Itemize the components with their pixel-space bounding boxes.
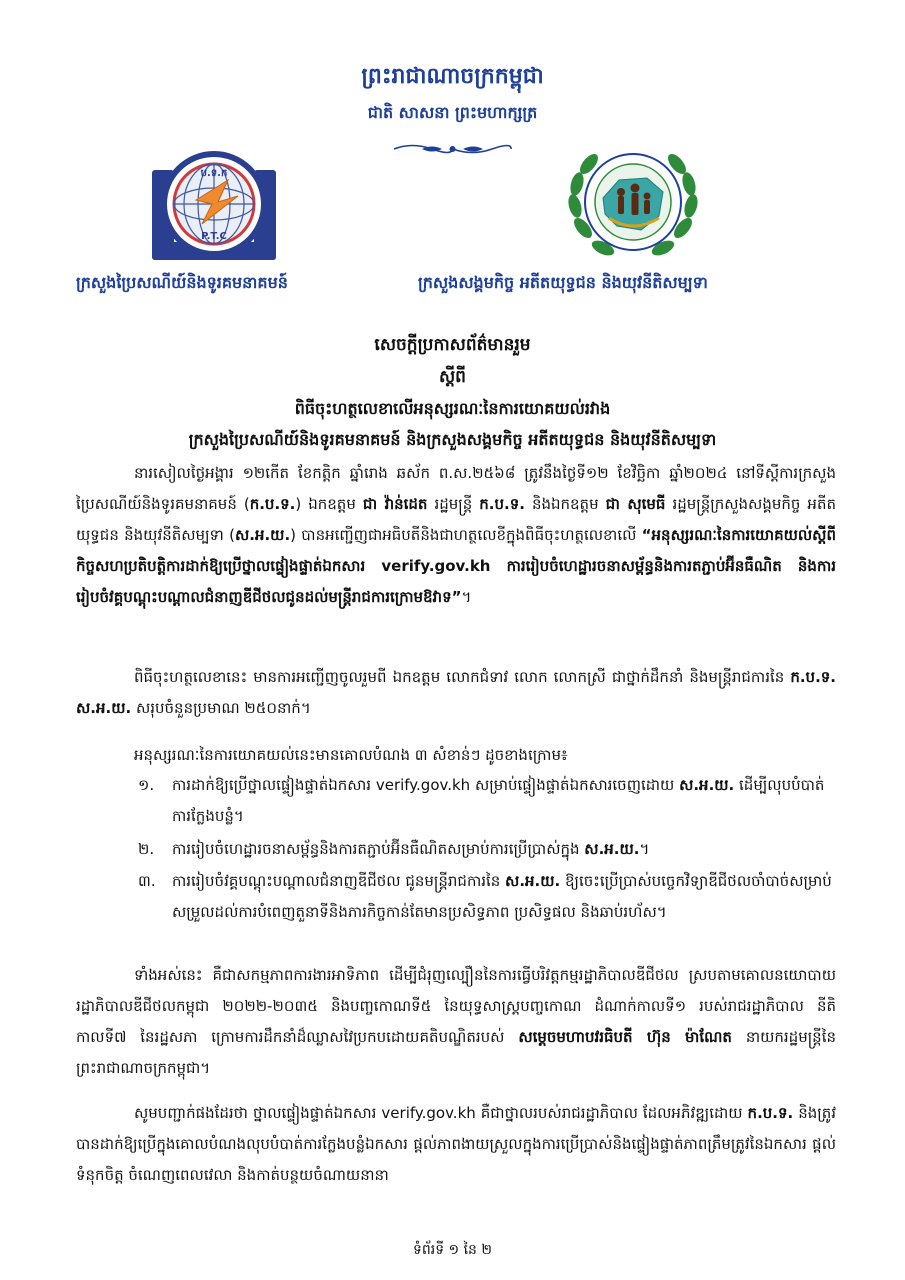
p2-bold-2: ស.អ.យ.: [76, 699, 132, 717]
p1-text-a: នារសៀលថ្ងៃអង្គារ ១២កើត ខែកត្តិក ឆ្នាំរោង ឆស័ក ព.ស.២៥៦៨ ត្រូវនឹងថ្ងៃទី១២ ខែវិច្ឆិកា ឆ្នាំ២០២៤ នៅទីស្តីការក្រសួងប្រៃសណីយ៍និងទូរគមនាគមន៍ (: [76, 464, 836, 513]
ptc-ministry-logo-icon: [150, 150, 278, 264]
p1-text-f: រដ្ឋមន្ត្រីក្រសួងសង្គមកិច្ច អតីតយុទ្ធជន និងយុវនីតិសម្បទា (: [76, 495, 836, 544]
paragraph-3: អនុស្សរណៈនៃការយោគយល់នេះមានគោលបំណង ៣ សំខាន់ៗ ដូចខាងក្រោម៖: [134, 746, 568, 764]
p4-bold: សម្តេចមហាបវរធិបតី ហ៊ុន ម៉ាណែត: [518, 1028, 732, 1046]
national-motto: ជាតិ សាសនា ព្រះមហាក្សត្រ: [367, 103, 538, 122]
p1-bold-3: ក.ប.ទ.: [479, 495, 525, 513]
item3-bold: ស.អ.យ.: [505, 872, 561, 890]
list-item-text: [172, 866, 838, 928]
title-line-2: ស្តីពី: [439, 367, 466, 387]
p5-text-c: និងត្រូវបានដាក់ឱ្យប្រើក្នុងគោលបំណងលុបបំបាត់ការក្លែងបន្លំឯកសារ ផ្តល់ភាពងាយស្រួលក្នុងការប្រើប្រាស់និងផ្ទៀងផ្ទាត់ភាពត្រឹមត្រូវនៃឯកសារ ផ្តល់ទំនុកចិត្ត ចំណេញពេលវេលា និងកាត់បន្ថយចំណាយនានា: [76, 1104, 837, 1184]
list-item-number: ១.: [138, 776, 155, 794]
title-line-1: សេចក្តីប្រកាសព័ត៌មានរួម: [374, 335, 531, 355]
p1-bold-6: “អនុស្សរណៈនៃការយោគយល់ស្តីពីកិច្ចសហប្រតិបត្តិការដាក់ឱ្យប្រើថ្នាលផ្ទៀងផ្ទាត់ឯកសារ verify.gov.kh ការរៀបចំហេដ្ឋារចនាសម្ព័ន្ធនិងការតភ្ជាប់អ៊ីនធឺណិត និងការរៀបចំវគ្គបណ្តុះបណ្តាលជំនាញឌីជីថលជូនដល់មន្ត្រីរាជការក្រោមឱវាទ”: [76, 526, 836, 606]
kingdom-heading: ព្រះរាជាណាចក្រកម្ពុជា: [361, 64, 544, 89]
item1-bold: ស.អ.យ.: [679, 776, 735, 794]
ornament-divider-icon: [392, 142, 513, 156]
paragraph-2: [76, 662, 836, 724]
p1-bold-1: ក.ប.ទ.: [249, 495, 296, 513]
ministry-left-name: ក្រសួងប្រៃសណីយ៍និងទូរគមនាគមន៍: [76, 273, 288, 292]
paragraph-4: [76, 960, 836, 1084]
p1-text-c: ) ឯកឧត្តម: [295, 495, 363, 513]
item1-text-c: ដើម្បីលុបបំបាត់ការក្លែងបន្លំ។: [172, 776, 825, 825]
list-item: [138, 834, 838, 865]
p4-text-c: នាយករដ្ឋមន្ត្រីនៃព្រះរាជាណាចក្រកម្ពុជា។: [76, 1028, 836, 1077]
item2-bold: ស.អ.យ.: [584, 840, 640, 858]
paragraph-5: [76, 1098, 836, 1191]
p1-text-e: និងឯកឧត្តម: [524, 495, 606, 513]
p1-text-h: ។: [461, 588, 472, 606]
list-item-text: [172, 834, 838, 865]
paragraph-1: [76, 458, 836, 613]
item3-text-a: ការរៀបចំវគ្គបណ្តុះបណ្តាលជំនាញឌីជីថល ជូនមន្ត្រីរាជការនៃ: [172, 872, 506, 890]
page-number: ទំព័រទី ១ នៃ ២: [413, 1242, 492, 1258]
list-item-number: ២.: [138, 840, 155, 858]
p2-text-a: ពិធីចុះហត្ថលេខានេះ មានការអញ្ជើញចូលរួមពី ឯកឧត្តម លោកជំទាវ លោក លោកស្រី ជាថ្នាក់ដឹកនាំ និងមន្ត្រីរាជការនៃ: [134, 668, 791, 686]
p4-text-a: ទាំងអស់នេះ គឺជាសកម្មភាពការងារអាទិភាព ដើម្បីជំរុញល្បឿននៃការធ្វើបរិវត្តកម្មរដ្ឋាភិបាលឌីជីថល ស្របតាមគោលនយោបាយរដ្ឋាភិបាលឌីជីថលកម្ពុជា ២០២២-២០៣៥ និងបញ្ចកោណទី៥ នៃយុទ្ធសាស្ត្របញ្ចកោណ ដំណាក់កាលទី១ របស់រាជរដ្ឋាភិបាល នីតិកាលទី៧ នៃរដ្ឋសភា ក្រោមការដឹកនាំដ៏ឈ្លាសវៃប្រកបដោយគតិបណ្ឌិតរបស់: [76, 966, 836, 1046]
title-line-3: ពិធីចុះហត្ថលេខាលើអនុស្សរណៈនៃការយោគយល់រវាង: [294, 399, 611, 418]
logo-left-bottom-text: P.T.C: [201, 231, 227, 242]
list-item-text: [172, 770, 838, 832]
list-item: [138, 770, 838, 832]
mosvy-ministry-logo-icon: [563, 138, 703, 268]
item2-text-a: ការរៀបចំហេដ្ឋារចនាសម្ព័ន្ធនិងការតភ្ជាប់អ៊ីនធឺណិតសម្រាប់ការប្រើប្រាស់ក្នុង: [172, 840, 585, 858]
title-line-4: ក្រសួងប្រៃសណីយ៍និងទូរគមនាគមន៍ និងក្រសួងសង្គមកិច្ច អតីតយុទ្ធជន និងយុវនីតិសម្បទា: [188, 430, 717, 449]
p5-bold: ក.ប.ទ.: [747, 1104, 794, 1122]
list-item: [138, 866, 838, 928]
p1-bold-4: ជា សុមេធី: [605, 495, 666, 513]
ministry-right-name: ក្រសួងសង្គមកិច្ច អតីតយុទ្ធជន និងយុវនីតិសម្បទា: [418, 273, 708, 292]
logo-left-top-text: ប.ទ.ក: [200, 168, 228, 179]
p5-text-a: សូមបញ្ជាក់ផងដែរថា ថ្នាលផ្ទៀងផ្ទាត់ឯកសារ verify.gov.kh គឺជាថ្នាលរបស់រាជរដ្ឋាភិបាល ដែលអភិវឌ្ឍដោយ: [134, 1104, 748, 1122]
p2-bold-1: ក.ប.ទ.: [790, 668, 836, 686]
item3-text-c: ឱ្យចេះប្រើប្រាស់បច្ចេកវិទ្យាឌីជីថលចាំបាច់សម្រាប់សម្រួលដល់ការបំពេញតួនាទីនិងភារកិច្ចកាន់តែមានប្រសិទ្ធភាព ប្រសិទ្ធផល និងឆាប់រហ័ស។: [172, 872, 832, 921]
list-item-number: ៣.: [138, 872, 156, 890]
p1-bold-5: ស.អ.យ.: [234, 526, 291, 544]
p1-bold-2: ជា វ៉ាន់ដេត: [362, 495, 428, 513]
p2-text-d: សរុបចំនួនប្រមាណ ២៥០នាក់។: [131, 699, 311, 717]
item2-text-c: ។: [639, 840, 650, 858]
item1-text-a: ការដាក់ឱ្យប្រើថ្នាលផ្ទៀងផ្ទាត់ឯកសារ verify.gov.kh សម្រាប់ផ្ទៀងផ្ទាត់ឯកសារចេញដោយ: [172, 776, 680, 794]
p1-text-d: រដ្ឋមន្ត្រី: [427, 495, 480, 513]
p1-text-g: ) បានអញ្ជើញជាអធិបតីនិងជាហត្ថលេខីក្នុងពិធីចុះហត្ថលេខាលើ: [290, 526, 642, 544]
